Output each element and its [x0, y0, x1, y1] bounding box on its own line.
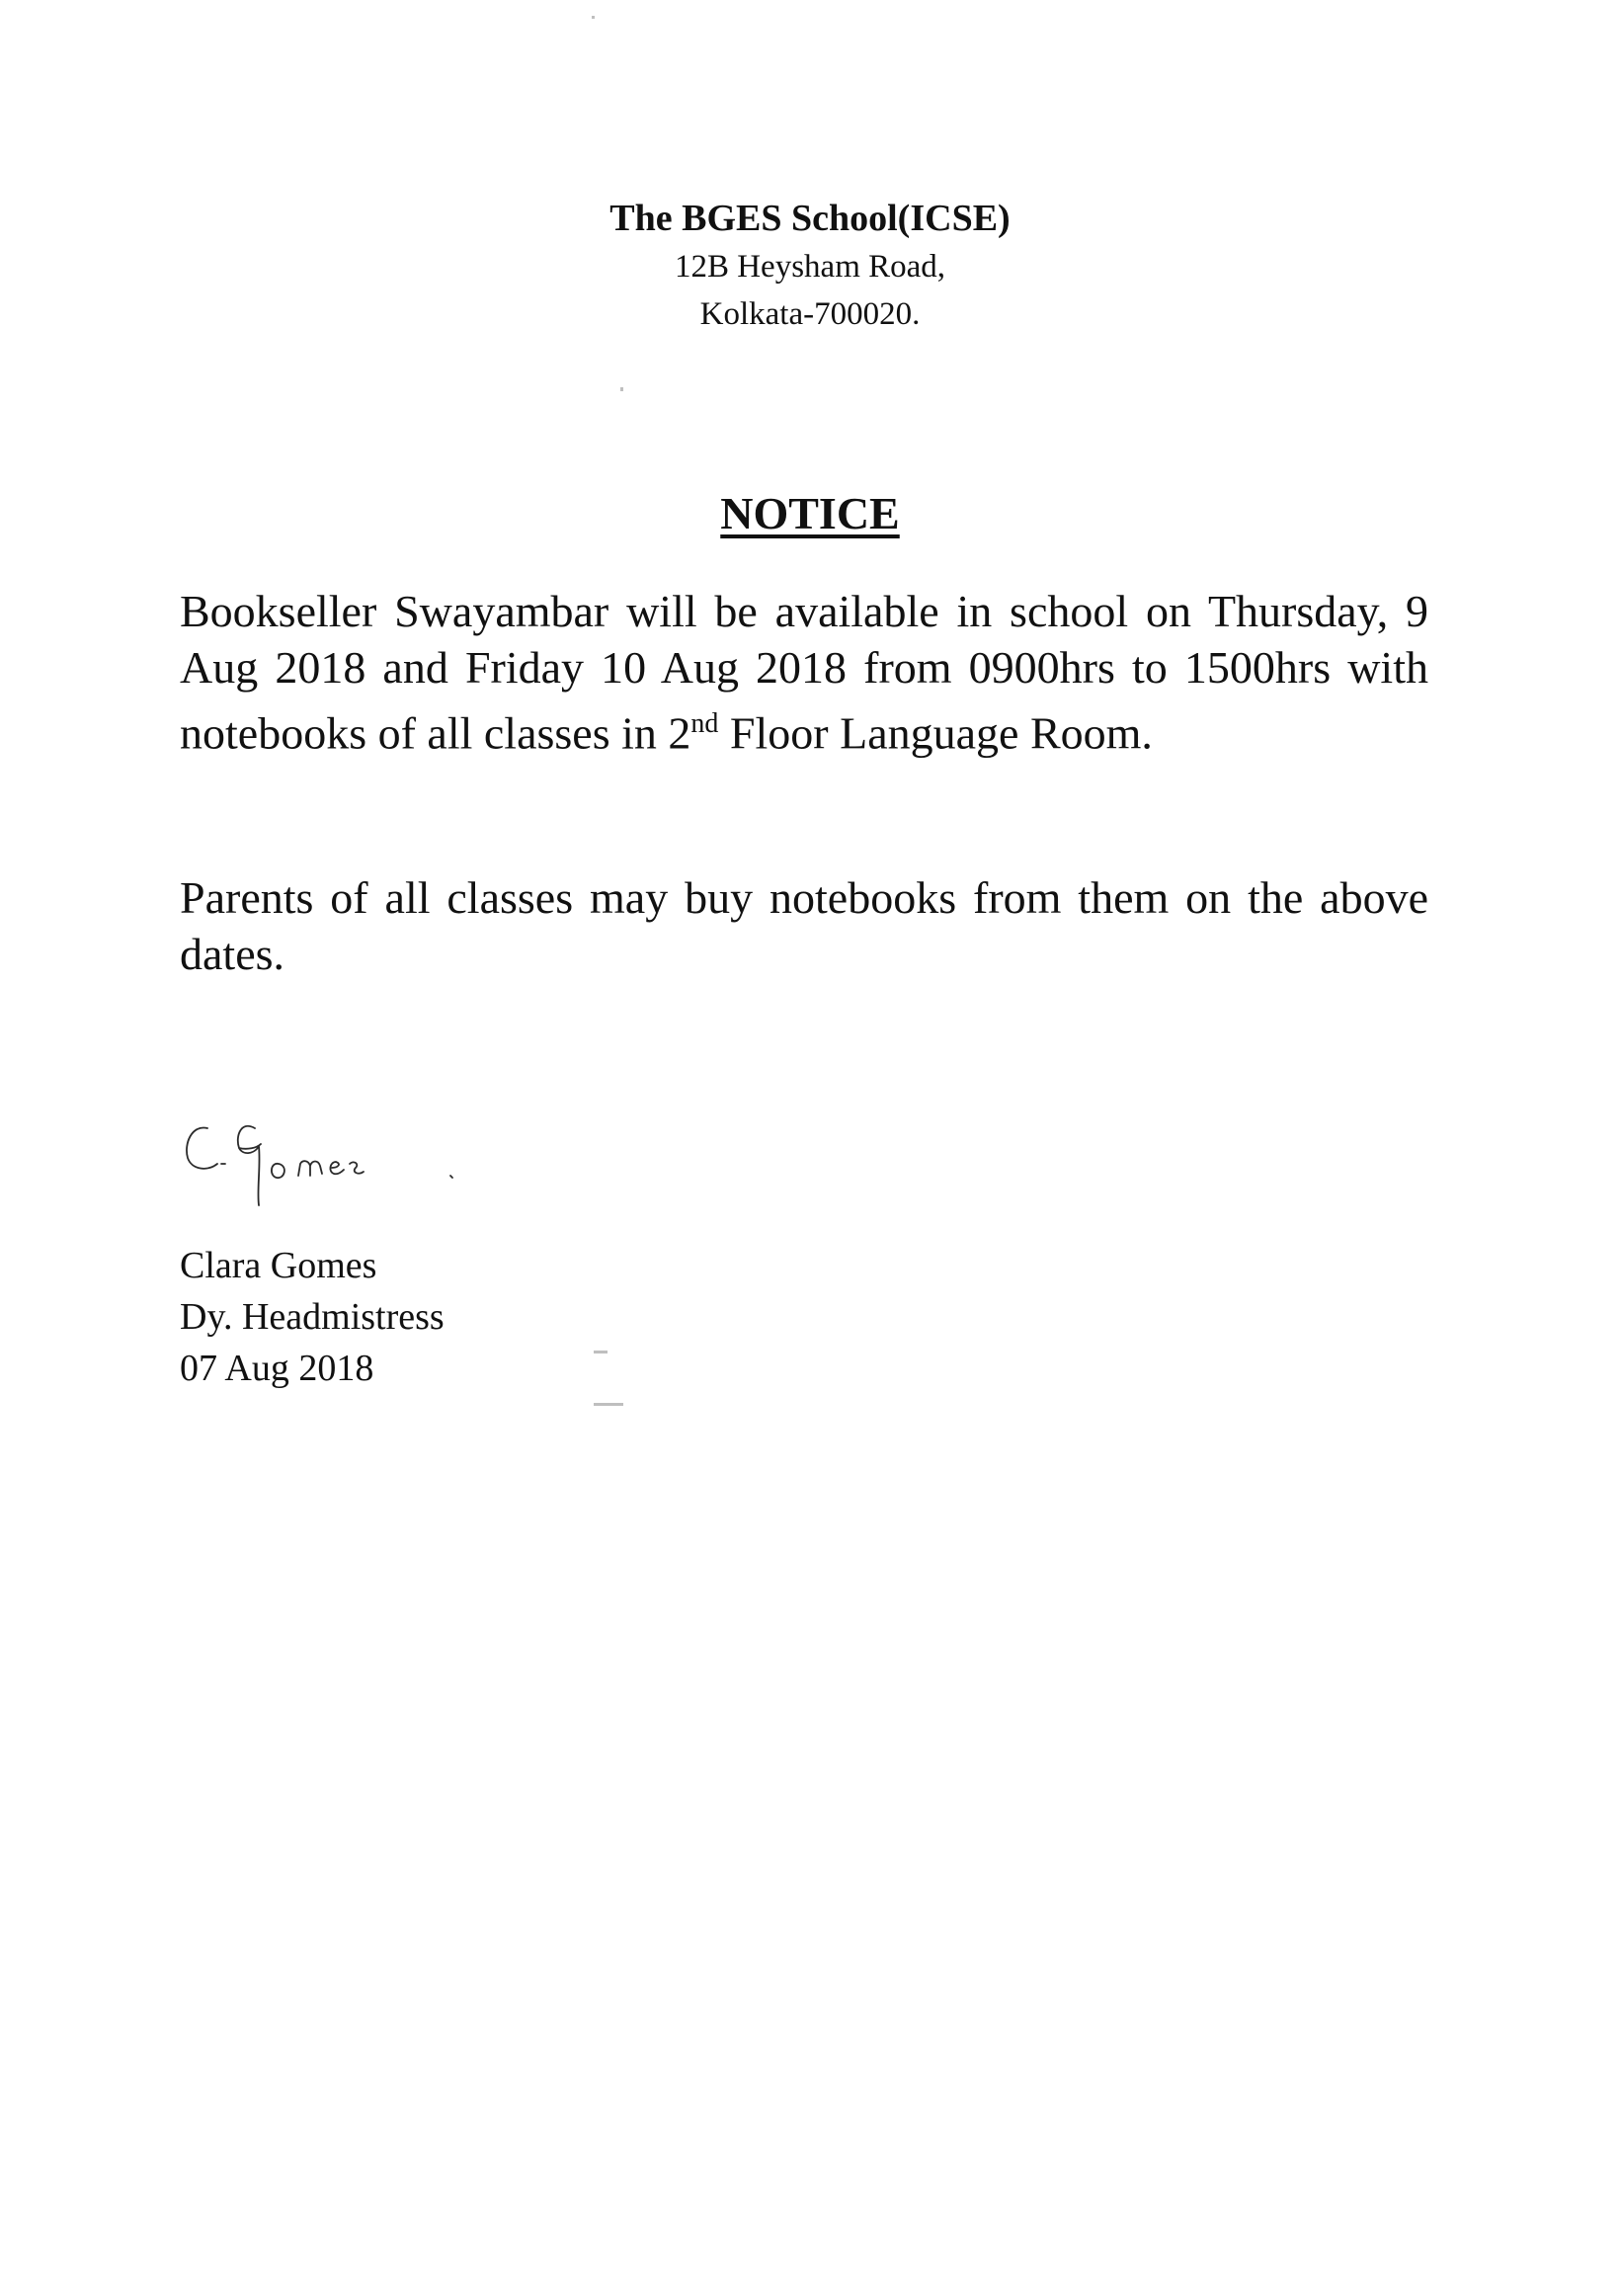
signatory-name: Clara Gomes: [180, 1245, 377, 1286]
scan-speck: [594, 1351, 608, 1353]
letterhead: [0, 194, 1620, 338]
notice-paragraph-2: Parents of all classes may buy notebooks from them on the above dates.: [180, 872, 1428, 979]
signatory-designation: Dy. Headmistress: [180, 1296, 445, 1338]
ordinal-superscript: nd: [690, 708, 719, 739]
school-name: The BGES School(ICSE): [609, 198, 1011, 239]
scan-speck: [592, 16, 595, 19]
handwritten-signature: [178, 1107, 494, 1225]
signatory-block: [180, 1240, 445, 1394]
notice-paragraph-1: [180, 583, 1428, 761]
address-line-street: 12B Heysham Road,: [674, 249, 946, 285]
paragraph-1-text-a: Bookseller Swayambar will be available in school on Thursday, 9 Aug 2018 and Friday 10 Aug 2018 from 0900hrs to 1500hrs with notebooks of all classes in 2: [180, 586, 1428, 759]
scan-speck: [620, 387, 623, 391]
address-line-city: Kolkata-700020.: [699, 296, 921, 332]
notice-title: NOTICE: [720, 488, 900, 538]
scan-speck: [594, 1403, 623, 1406]
notice-date: 07 Aug 2018: [180, 1348, 374, 1389]
paragraph-1-text-b: Floor Language Room.: [718, 707, 1153, 759]
